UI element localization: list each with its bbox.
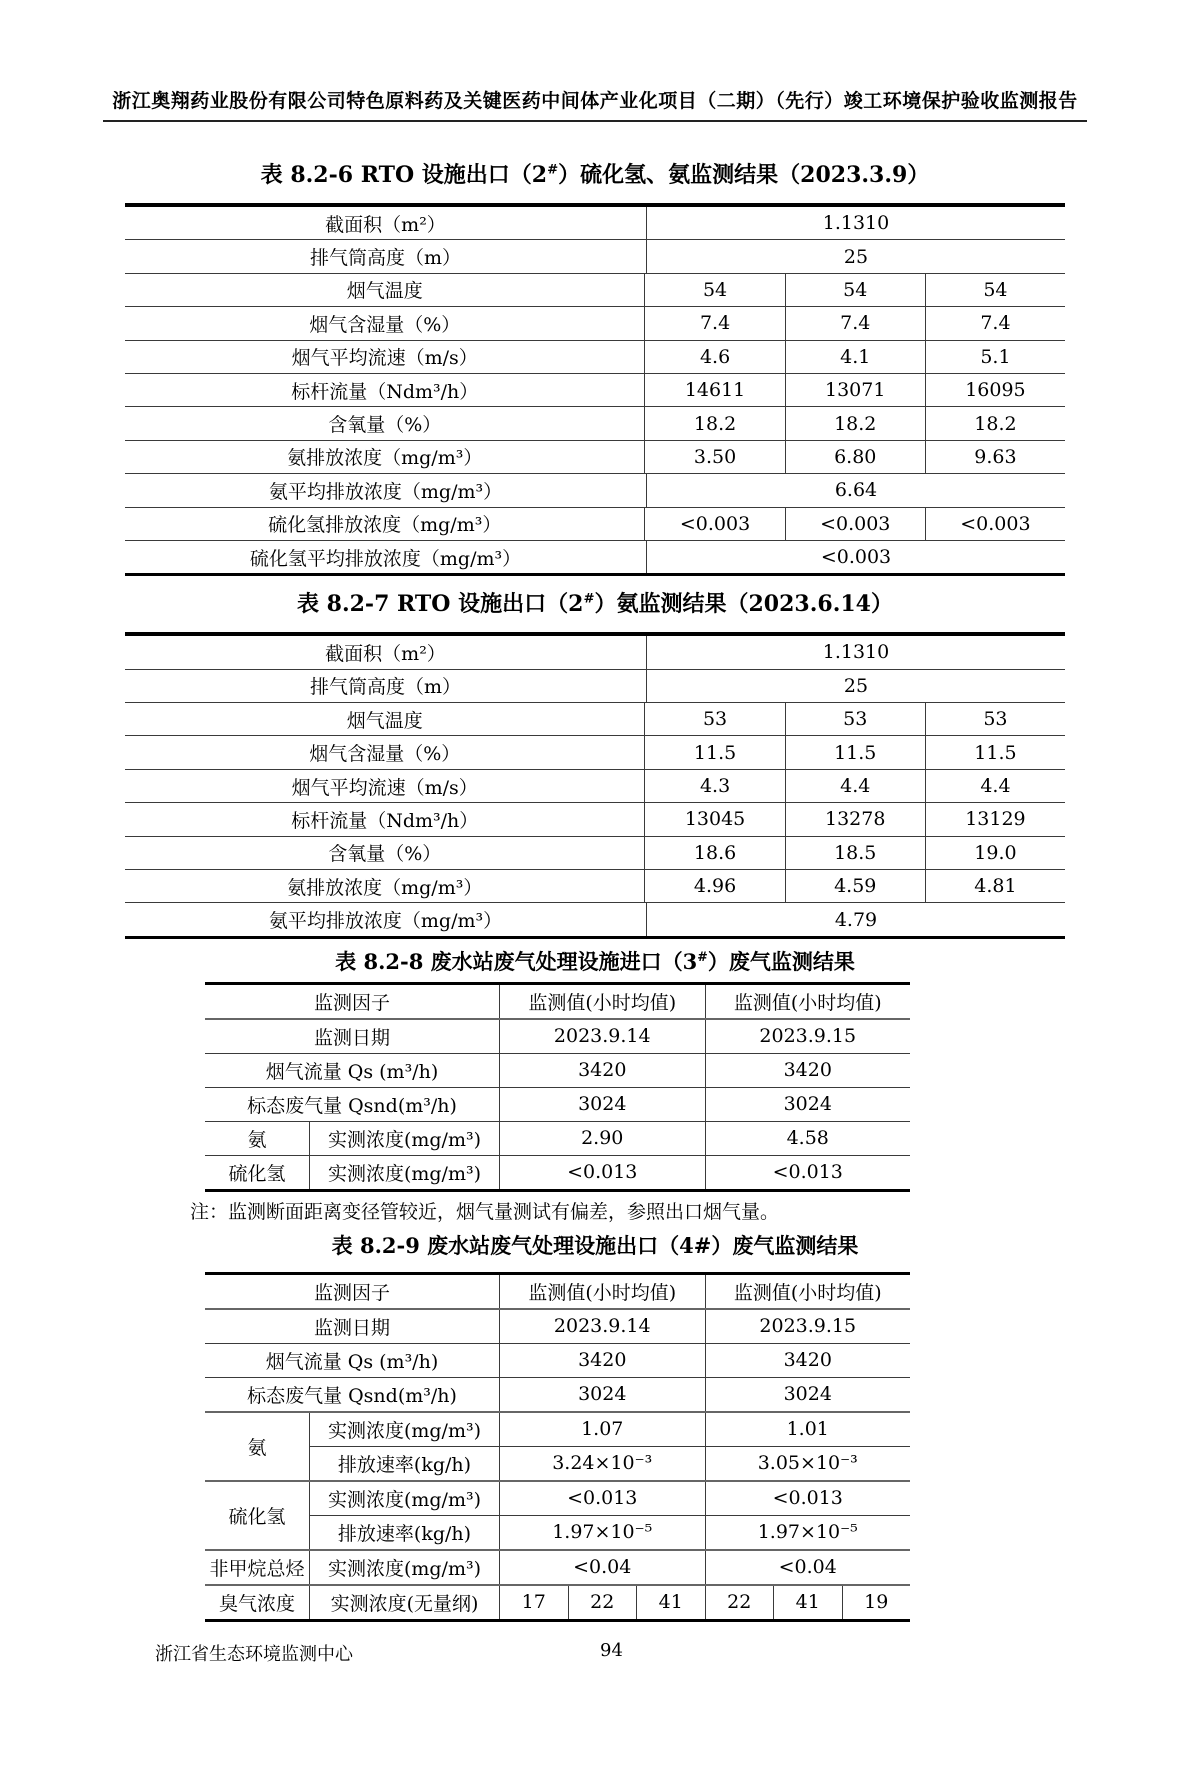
value-cell: 1.97×10⁻⁵ — [705, 1516, 911, 1549]
value-cell: 22 — [705, 1586, 774, 1619]
row-label: 排气筒高度（m） — [125, 240, 647, 272]
row-label: 硫化氢 — [205, 1156, 310, 1189]
table-row — [125, 903, 1065, 935]
table-group-ammonia — [205, 1413, 910, 1482]
value-cell: 18.6 — [693, 841, 737, 864]
value-cell: 1.01 — [705, 1413, 911, 1446]
column-header: 监测值(小时均值) — [705, 985, 911, 1018]
table-row — [310, 1413, 910, 1447]
value-cell: 17 — [521, 1591, 546, 1614]
row-label: 氨排放浓度（mg/m³） — [125, 441, 645, 473]
table-8-2-9 — [205, 1272, 910, 1622]
value-cell: 3024 — [705, 1088, 911, 1121]
value-cell: 41 — [773, 1586, 842, 1619]
value-cell: 11.5 — [693, 741, 737, 764]
value-cell: 2023.9.15 — [705, 1020, 911, 1053]
value-cell: 4.81 — [925, 870, 1065, 902]
value-cell: 4.3 — [699, 775, 731, 798]
page-header: 浙江奥翔药业股份有限公司特色原料药及关键医药中间体产业化项目（二期）（先行）竣工环境保护验收监测报告 — [112, 90, 1078, 112]
table-row — [125, 341, 1065, 374]
value-cell: 14611 — [684, 379, 746, 402]
value-cell: 53 — [702, 708, 728, 731]
table-row — [125, 636, 1065, 669]
page-number: 94 — [600, 1639, 623, 1661]
value-cell: 13129 — [925, 803, 1065, 835]
span-value-cell: 6.64 — [834, 479, 878, 502]
title-text: 表 8.2-6 RTO 设施出口（2 — [260, 162, 548, 188]
sub-label: 实测浓度(mg/m³) — [310, 1551, 500, 1584]
value-cell: 13045 — [684, 808, 746, 831]
span-value-cell: <0.003 — [820, 546, 892, 569]
title-text: 表 8.2-7 RTO 设施出口（2 — [297, 591, 584, 618]
row-label: 含氧量（%） — [125, 837, 645, 869]
value-cell: 7.4 — [699, 312, 731, 335]
table-row — [125, 474, 1065, 507]
header-rule — [103, 120, 1087, 122]
value-cell: 4.4 — [925, 770, 1065, 802]
value-cell: 3024 — [578, 1383, 627, 1406]
sub-label: 排放速率(kg/h) — [310, 1516, 500, 1549]
footer-organization: 浙江省生态环境监测中心 — [155, 1643, 353, 1665]
value-cell: <0.003 — [785, 508, 925, 540]
value-cell: 18.2 — [785, 407, 925, 439]
row-label: 烟气流量 Qs (m³/h) — [205, 1344, 500, 1377]
value-cell: 16095 — [925, 374, 1065, 406]
value-cell: 6.80 — [785, 441, 925, 473]
table-row — [205, 1378, 910, 1413]
sub-label: 实测浓度(无量纲) — [310, 1586, 500, 1619]
value-cell: 7.4 — [925, 307, 1065, 339]
title-superscript: # — [583, 591, 595, 607]
value-cell: <0.04 — [573, 1556, 632, 1579]
row-label: 硫化氢 — [205, 1482, 310, 1549]
table-header-row — [205, 985, 910, 1020]
table-row — [125, 274, 1065, 307]
value-cell: 54 — [702, 278, 728, 301]
row-label: 烟气含湿量（%） — [125, 307, 645, 339]
row-label: 氨平均排放浓度（mg/m³） — [125, 474, 647, 506]
row-label: 监测日期 — [205, 1020, 500, 1053]
row-label: 截面积（m²） — [125, 636, 647, 668]
span-value-cell: 1.1310 — [822, 641, 890, 664]
table-row — [205, 1344, 910, 1378]
table-row — [125, 770, 1065, 803]
value-cell: <0.003 — [925, 508, 1065, 540]
row-label: 硫化氢排放浓度（mg/m³） — [125, 508, 645, 540]
value-cell: 2023.9.14 — [553, 1315, 651, 1338]
row-label: 臭气浓度 — [205, 1586, 310, 1619]
table-row — [125, 508, 1065, 541]
table-row — [310, 1482, 910, 1516]
row-label: 烟气温度 — [125, 274, 645, 306]
table-row — [125, 870, 1065, 903]
title-text: ）氨监测结果（2023.6.14） — [594, 591, 893, 618]
sub-label: 实测浓度(mg/m³) — [310, 1122, 500, 1155]
value-cell: 4.4 — [785, 770, 925, 802]
table-8-2-6-title — [0, 158, 1190, 189]
table-header-row — [205, 1275, 910, 1310]
row-label: 氨 — [205, 1413, 310, 1480]
table-row — [125, 374, 1065, 407]
row-label: 排气筒高度（m） — [125, 670, 647, 702]
table-8-2-9-title: 表 8.2-9 废水站废气处理设施出口（4#）废气监测结果 — [331, 1232, 859, 1258]
page-footer — [0, 1640, 1190, 1664]
value-cell: <0.013 — [567, 1487, 638, 1510]
table-8-2-8-title — [0, 946, 1190, 976]
value-cell: 13071 — [785, 374, 925, 406]
value-cell: 4.58 — [705, 1122, 911, 1155]
sub-label: 排放速率(kg/h) — [310, 1447, 500, 1480]
row-label: 标态废气量 Qsnd(m³/h) — [205, 1088, 500, 1121]
value-cell: 41 — [636, 1586, 705, 1619]
span-value-cell: 4.79 — [834, 908, 878, 931]
value-cell: 3024 — [705, 1378, 911, 1411]
table-row — [125, 837, 1065, 870]
column-header: 监测因子 — [205, 1275, 500, 1308]
value-cell: <0.013 — [705, 1156, 911, 1189]
value-cell: 54 — [925, 274, 1065, 306]
value-cell: 18.2 — [925, 407, 1065, 439]
table-row-nmhc — [205, 1551, 910, 1586]
value-cell: 3024 — [578, 1093, 627, 1116]
table-row — [125, 240, 1065, 273]
value-cell: <0.003 — [679, 512, 751, 535]
row-label: 烟气含湿量（%） — [125, 736, 645, 768]
value-cell: 3420 — [578, 1349, 627, 1372]
row-label: 烟气温度 — [125, 703, 645, 735]
row-label: 标杆流量（Ndm³/h） — [125, 803, 645, 835]
value-cell: 3.50 — [693, 445, 737, 468]
value-cell: 9.63 — [925, 441, 1065, 473]
sub-label: 实测浓度(mg/m³) — [310, 1413, 500, 1446]
table-row — [125, 307, 1065, 340]
value-cell: 18.2 — [693, 412, 737, 435]
table-row — [205, 1054, 910, 1088]
table-row — [310, 1447, 910, 1480]
table-row — [125, 407, 1065, 440]
value-cell: 2.90 — [581, 1127, 624, 1150]
row-label: 硫化氢平均排放浓度（mg/m³） — [125, 541, 647, 573]
table-row — [125, 703, 1065, 736]
table-8-2-8 — [205, 982, 910, 1192]
value-cell: 53 — [925, 703, 1065, 735]
table-note: 注：监测断面距离变径管较近，烟气量测试有偏差，参照出口烟气量。 — [190, 1200, 780, 1223]
value-cell: 13278 — [785, 803, 925, 835]
group-rows — [310, 1413, 910, 1480]
table-row-ammonia — [205, 1122, 910, 1156]
sub-label: 实测浓度(mg/m³) — [310, 1482, 500, 1515]
value-cell: 4.96 — [693, 875, 737, 898]
value-cell: 4.6 — [699, 345, 731, 368]
table-row — [125, 541, 1065, 573]
table-group-h2s — [205, 1482, 910, 1551]
value-cell: <0.013 — [705, 1482, 911, 1515]
sub-label: 实测浓度(mg/m³) — [310, 1156, 500, 1189]
table-8-2-7-title — [0, 587, 1190, 618]
span-value-cell: 25 — [843, 245, 869, 268]
value-cell: <0.013 — [567, 1161, 638, 1184]
value-cell: 3420 — [705, 1054, 911, 1087]
value-cell: 1.97×10⁻⁵ — [552, 1521, 653, 1544]
value-cell: 5.1 — [925, 341, 1065, 373]
value-cell: 4.59 — [785, 870, 925, 902]
row-label: 烟气平均流速（m/s） — [125, 770, 645, 802]
column-header: 监测值(小时均值) — [528, 991, 677, 1014]
row-label: 氨 — [205, 1122, 310, 1155]
table-row — [125, 803, 1065, 836]
row-label: 烟气流量 Qs (m³/h) — [205, 1054, 500, 1087]
value-cell: 54 — [785, 274, 925, 306]
row-label: 烟气平均流速（m/s） — [125, 341, 645, 373]
row-label: 监测日期 — [205, 1310, 500, 1343]
value-cell: 3.05×10⁻³ — [705, 1447, 911, 1480]
row-label: 非甲烷总烃 — [205, 1551, 310, 1584]
value-cell: 19.0 — [925, 837, 1065, 869]
row-label: 标态废气量 Qsnd(m³/h) — [205, 1378, 500, 1411]
value-cell: 3.24×10⁻³ — [552, 1452, 653, 1475]
span-value-cell: 25 — [843, 674, 869, 697]
title-text: ）硫化氢、氨监测结果（2023.3.9） — [558, 162, 930, 188]
table-row — [125, 207, 1065, 240]
value-cell: 53 — [785, 703, 925, 735]
title-text: ）废气监测结果 — [707, 948, 855, 974]
column-header: 监测因子 — [205, 985, 500, 1018]
value-cell: 1.07 — [581, 1418, 624, 1441]
column-header: 监测值(小时均值) — [528, 1281, 677, 1304]
value-cell: 3420 — [705, 1344, 911, 1377]
value-cell: 22 — [568, 1586, 637, 1619]
span-value-cell: 1.1310 — [822, 212, 890, 235]
table-8-2-6 — [125, 203, 1065, 576]
table-8-2-7 — [125, 632, 1065, 939]
table-row-odor — [205, 1586, 910, 1619]
table-row — [205, 1020, 910, 1054]
row-label: 氨排放浓度（mg/m³） — [125, 870, 645, 902]
table-row — [125, 736, 1065, 769]
table-row — [205, 1310, 910, 1344]
value-cell: 4.1 — [785, 341, 925, 373]
row-label: 截面积（m²） — [125, 207, 647, 239]
value-cell: 7.4 — [785, 307, 925, 339]
table-row — [125, 441, 1065, 474]
table-row-h2s — [205, 1156, 910, 1189]
row-label: 标杆流量（Ndm³/h） — [125, 374, 645, 406]
table-row — [205, 1088, 910, 1122]
title-superscript: # — [697, 948, 708, 964]
row-label: 含氧量（%） — [125, 407, 645, 439]
column-header: 监测值(小时均值) — [705, 1275, 911, 1308]
value-cell: 2023.9.14 — [553, 1025, 651, 1048]
group-rows — [310, 1482, 910, 1549]
row-label: 氨平均排放浓度（mg/m³） — [125, 903, 647, 935]
value-cell: 18.5 — [785, 837, 925, 869]
value-cell: 3420 — [578, 1059, 627, 1082]
value-cell: 2023.9.15 — [705, 1310, 911, 1343]
title-superscript: # — [547, 162, 559, 178]
table-row — [310, 1516, 910, 1549]
value-cell: 19 — [842, 1586, 911, 1619]
table-row — [125, 670, 1065, 703]
value-cell: 11.5 — [785, 736, 925, 768]
title-text: 表 8.2-8 废水站废气处理设施进口（3 — [335, 948, 698, 974]
value-cell: 11.5 — [925, 736, 1065, 768]
value-cell: <0.04 — [705, 1551, 911, 1584]
